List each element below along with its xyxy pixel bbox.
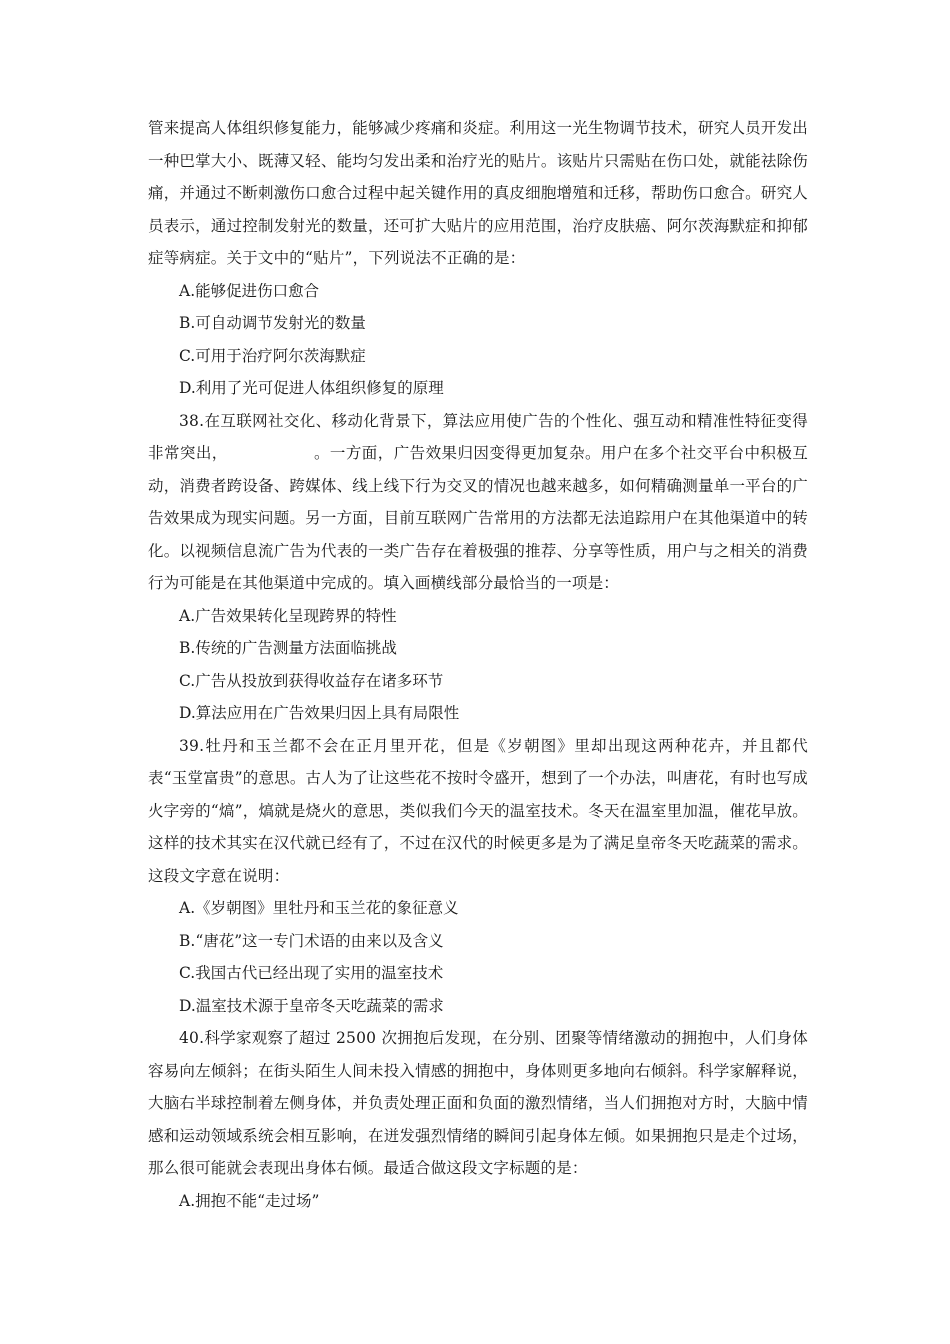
- question-37-option-d: D.利用了光可促进人体组织修复的原理: [179, 379, 444, 397]
- question-39: [148, 730, 808, 1023]
- question-38-stem-before-blank: 38.在互联网社交化、移动化背景下，算法应用使广告的个性化、强互动和精准性特征变得非常突出，: [148, 411, 808, 462]
- question-39-option-a: A.《岁朝图》里牡丹和玉兰花的象征意义: [179, 899, 459, 917]
- question-37-stem: 管来提高人体组织修复能力，能够减少疼痛和炎症。利用这一光生物调节技术，研究人员开发出一种巴掌大小、既薄又轻、能均匀发出柔和治疗光的贴片。该贴片只需贴在伤口处，就能祛除伤痛，并通过不断刺激伤口愈合过程中起关键作用的真皮细胞增殖和迁移，帮助伤口愈合。研究人员表示，通过控制发射光的数量，还可扩大贴片的应用范围，治疗皮肤癌、阿尔茨海默症和抑郁症等病症。关于文中的“贴片”，下列说法不正确的是：: [148, 119, 808, 267]
- question-39-option-c: C.我国古代已经出现了实用的温室技术: [179, 964, 444, 982]
- question-38-option-a: A.广告效果转化呈现跨界的特性: [179, 606, 397, 625]
- question-38-option-b: B.传统的广告测量方法面临挑战: [179, 639, 397, 657]
- question-37-continued: [148, 112, 808, 405]
- question-40-option-a: A.拥抱不能“走过场”: [179, 1191, 320, 1210]
- question-37-option-c: C.可用于治疗阿尔茨海默症: [179, 346, 366, 365]
- question-38: [148, 405, 808, 730]
- question-37-option-b: B.可自动调节发射光的数量: [179, 314, 366, 332]
- question-38-stem-after-blank: 。一方面，广告效果归因变得更加复杂。用户在多个社交平台中积极互动，消费者跨设备、跨媒体、线上线下行为交叉的情况也越来越多，如何精确测量单一平台的广告效果成为现实问题。另一方面，目前互联网广告常用的方法都无法追踪用户在其他渠道中的转化。以视频信息流广告为代表的一类广告存在着极强的推荐、分享等性质，用户与之相关的消费行为可能是在其他渠道中完成的。填入画横线部分最恰当的一项是：: [148, 444, 808, 592]
- question-37-option-a: A.能够促进伤口愈合: [179, 281, 320, 300]
- page-content: [148, 112, 808, 1217]
- question-39-option-b: B.“唐花”这一专门术语的由来以及含义: [179, 931, 444, 950]
- question-40: [148, 1022, 808, 1217]
- question-39-stem: 39.牡丹和玉兰都不会在正月里开花，但是《岁朝图》里却出现这两种花卉，并且都代表“玉堂富贵”的意思。古人为了让这些花不按时令盛开，想到了一个办法，叫唐花，有时也写成火字旁的“熇”，熇就是烧火的意思，类似我们今天的温室技术。冬天在温室里加温，催花早放。这样的技术其实在汉代就已经有了，不过在汉代的时候更多是为了满足皇帝冬天吃蔬菜的需求。这段文字意在说明：: [148, 736, 808, 885]
- question-39-option-d: D.温室技术源于皇帝冬天吃蔬菜的需求: [179, 996, 444, 1015]
- question-38-option-d: D.算法应用在广告效果归因上具有局限性: [179, 704, 460, 722]
- question-38-stem: [148, 405, 808, 600]
- question-40-stem: 40.科学家观察了超过 2500 次拥抱后发现，在分别、团聚等情绪激动的拥抱中，人们身体容易向左倾斜；在街头陌生人间未投入情感的拥抱中，身体则更多地向右倾斜。科学家解释说，大脑右半球控制着左侧身体，并负责处理正面和负面的激烈情绪，当人们拥抱对方时，大脑中情感和运动领域系统会相互影响，在迸发强烈情绪的瞬间引起身体左倾。如果拥抱只是走个过场，那么很可能就会表现出身体右倾。最适合做这段文字标题的是：: [148, 1029, 808, 1177]
- question-38-option-c: C.广告从投放到获得收益存在诸多环节: [179, 671, 444, 690]
